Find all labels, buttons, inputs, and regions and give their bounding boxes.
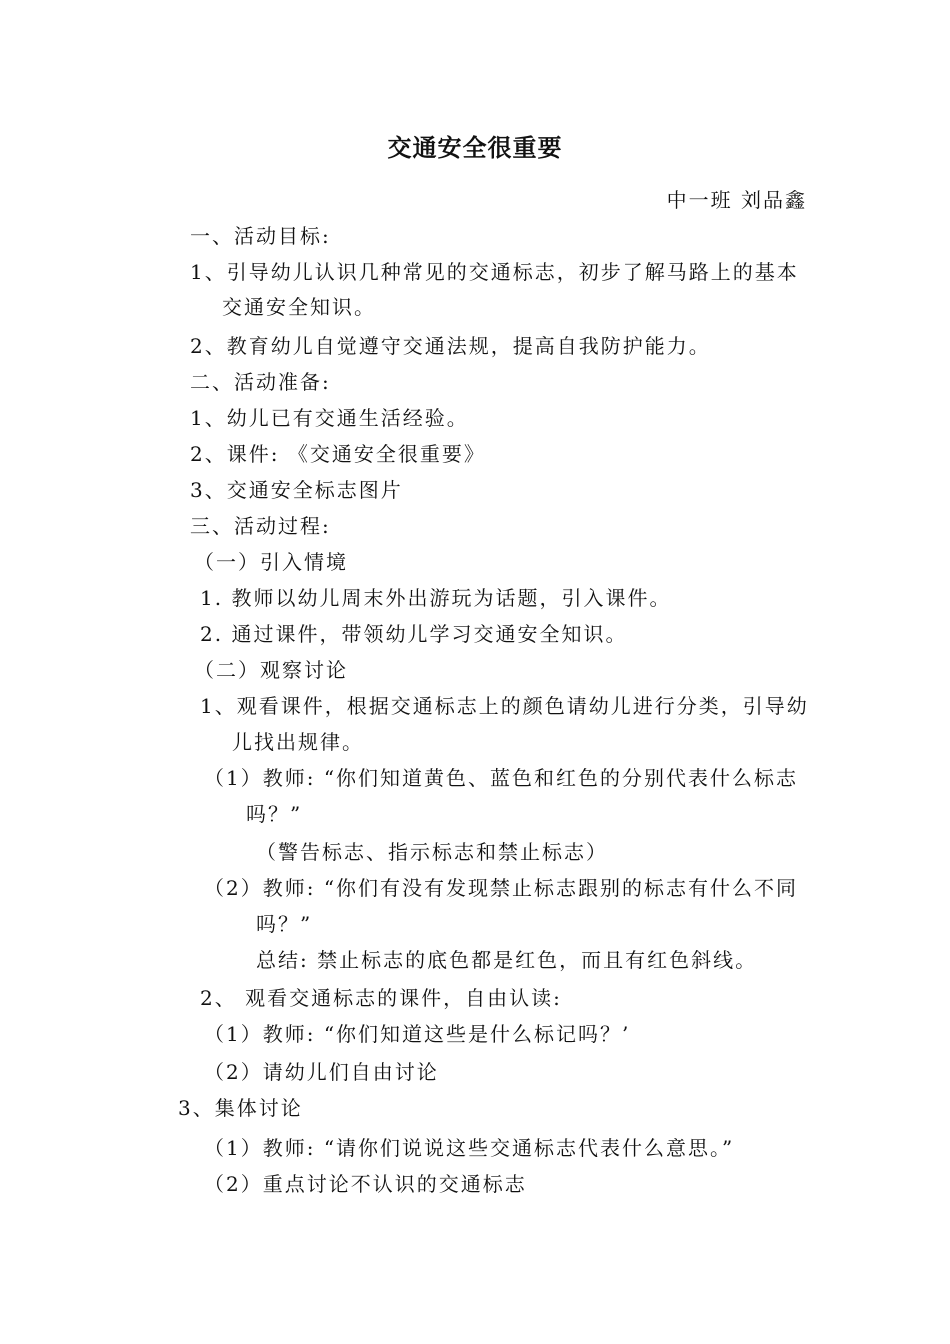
goal-item-1-continued: 交通安全知识。 [222, 295, 376, 319]
observation-step-1: 1、观看课件，根据交通标志上的颜色请幼儿进行分类，引导幼 [200, 694, 809, 718]
observation-step-1-continued: 儿找出规律。 [232, 730, 364, 754]
preparation-item-2: 2、课件: 《交通安全很重要》 [190, 442, 486, 466]
reading-question-2: （2）请幼儿们自由讨论 [204, 1060, 439, 1084]
question-1-answer: （警告标志、指示标志和禁止标志） [256, 840, 608, 864]
question-1-continued: 吗？” [246, 802, 303, 826]
section-heading-process: 三、活动过程: [190, 514, 331, 538]
discussion-item-2: （2）重点讨论不认识的交通标志 [204, 1172, 527, 1196]
intro-step-2: 2. 通过课件，带领幼儿学习交通安全知识。 [200, 622, 628, 646]
question-2-summary: 总结: 禁止标志的底色都是红色，而且有红色斜线。 [256, 948, 758, 972]
section-heading-preparation: 二、活动准备: [190, 370, 331, 394]
document-title: 交通安全很重要 [387, 133, 563, 162]
preparation-item-3: 3、交通安全标志图片 [190, 478, 403, 502]
question-2: （2）教师: “你们有没有发现禁止标志跟别的标志有什么不同 [204, 876, 799, 900]
intro-step-1: 1. 教师以幼儿周末外出游玩为话题，引入课件。 [200, 586, 672, 610]
preparation-item-1: 1、幼儿已有交通生活经验。 [190, 406, 469, 430]
question-1: （1）教师: “你们知道黄色、蓝色和红色的分别代表什么标志 [204, 766, 799, 790]
goal-item-2: 2、教育幼儿自觉遵守交通法规，提高自我防护能力。 [190, 334, 711, 358]
author-line: 中一班 刘品鑫 [666, 188, 807, 212]
reading-question-1: （1）教师: “你们知道这些是什么标记吗？’ [204, 1022, 631, 1046]
observation-step-2: 2、 观看交通标志的课件，自由认读: [200, 986, 562, 1010]
goal-item-1: 1、引导幼儿认识几种常见的交通标志，初步了解马路上的基本 [190, 260, 799, 284]
section-heading-goals: 一、活动目标: [190, 224, 331, 248]
subsection-observation: （二）观察讨论 [194, 658, 348, 682]
discussion-item-1: （1）教师: “请你们说说这些交通标志代表什么意思。” [204, 1136, 735, 1160]
group-discussion-heading: 3、集体讨论 [178, 1096, 303, 1120]
subsection-intro: （一）引入情境 [194, 550, 348, 574]
question-2-continued: 吗？” [256, 912, 313, 936]
